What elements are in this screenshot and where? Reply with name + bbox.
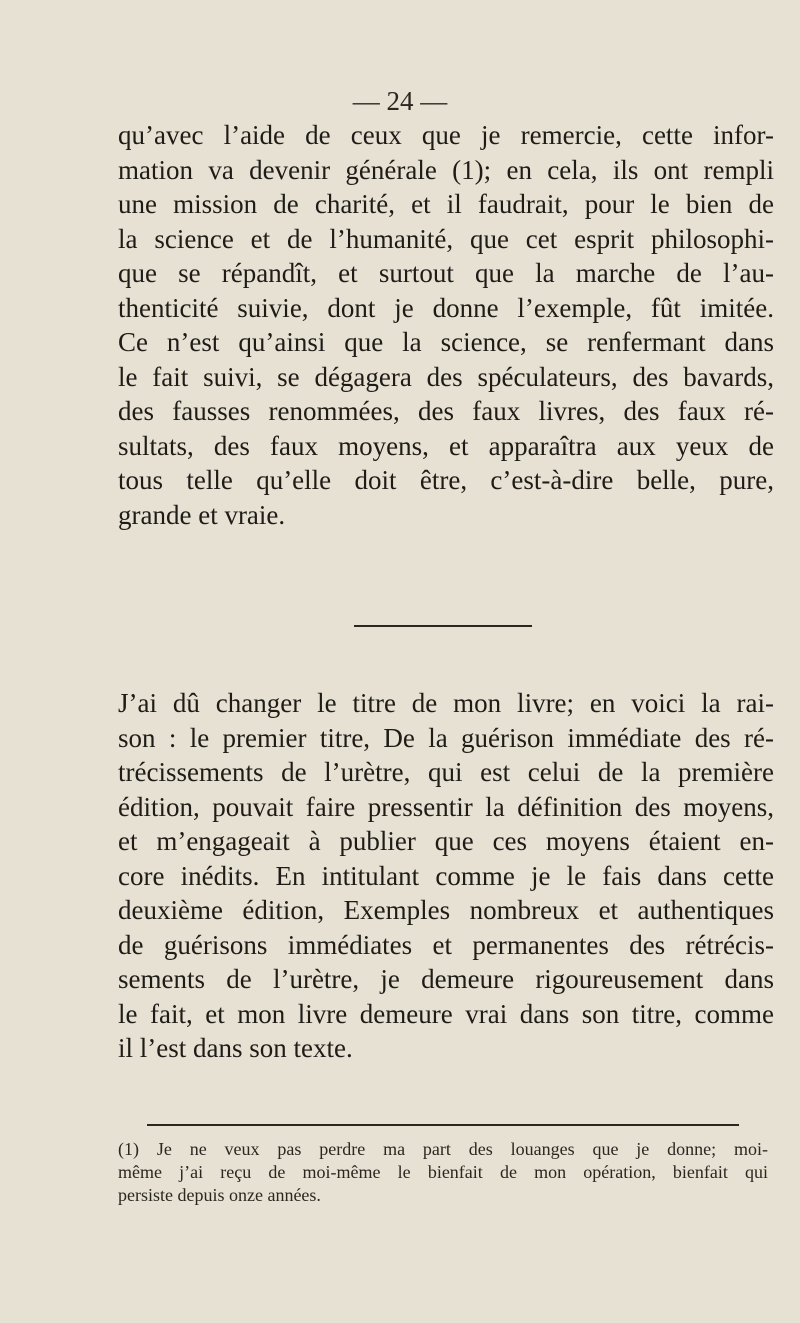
text-line: une mission de charité, et il faudrait, pour le bien de <box>118 189 774 219</box>
text-line: le fait, et mon livre demeure vrai dans son titre, comme <box>118 998 774 1029</box>
footnote-line: même j’ai reçu de moi-même le bienfait de mon opération, bienfait qui <box>118 1162 768 1182</box>
text-line: J’ai dû changer le titre de mon livre; en voici la rai- <box>118 688 774 718</box>
paragraph-1 <box>118 118 774 532</box>
text-line: grande et vraie. <box>118 499 286 530</box>
text-line: et m’engageait à publier que ces moyens étaient en- <box>118 826 774 856</box>
text-line: de guérisons immédiates et permanentes des rétrécis- <box>118 929 774 960</box>
paragraph-2 <box>118 686 774 1066</box>
text-line: édition, pouvait faire pressentir la définition des moyens, <box>118 791 774 822</box>
text-line: le fait suivi, se dégagera des spéculateurs, des bavards, <box>118 361 774 392</box>
text-line: il l’est dans son texte. <box>118 1033 353 1063</box>
text-line: core inédits. En intitulant comme je le fais dans cette <box>118 860 774 891</box>
section-divider <box>354 625 532 627</box>
footnote-divider <box>147 1124 739 1126</box>
text-line: deuxième édition, Exemples nombreux et authentiques <box>118 895 774 925</box>
text-line: mation va devenir générale (1); en cela, ils ont rempli <box>118 154 774 185</box>
text-line: sultats, des faux moyens, et apparaîtra aux yeux de <box>118 430 774 461</box>
text-line: tous telle qu’elle doit être, c’est-à-dire belle, pure, <box>118 465 774 495</box>
page-number: — 24 — <box>352 86 448 116</box>
text-line: trécissements de l’urètre, qui est celui de la première <box>118 757 774 787</box>
text-line: Ce n’est qu’ainsi que la science, se renfermant dans <box>118 327 774 357</box>
text-line: thenticité suivie, dont je donne l’exemple, fût imitée. <box>118 292 774 323</box>
footnote-line: (1) Je ne veux pas perdre ma part des louanges que je donne; moi- <box>118 1139 768 1159</box>
footnote-line: persiste depuis onze années. <box>118 1185 321 1205</box>
footnote <box>118 1138 768 1207</box>
text-line: sements de l’urètre, je demeure rigoureusement dans <box>118 964 774 994</box>
text-line: son : le premier titre, De la guérison immédiate des ré- <box>118 722 774 753</box>
text-line: des fausses renommées, des faux livres, des faux ré- <box>118 396 774 426</box>
text-line: la science et de l’humanité, que cet esprit philosophi- <box>118 223 774 254</box>
text-line: qu’avec l’aide de ceux que je remercie, cette infor- <box>118 120 774 150</box>
text-line: que se répandît, et surtout que la marche de l’au- <box>118 258 774 288</box>
